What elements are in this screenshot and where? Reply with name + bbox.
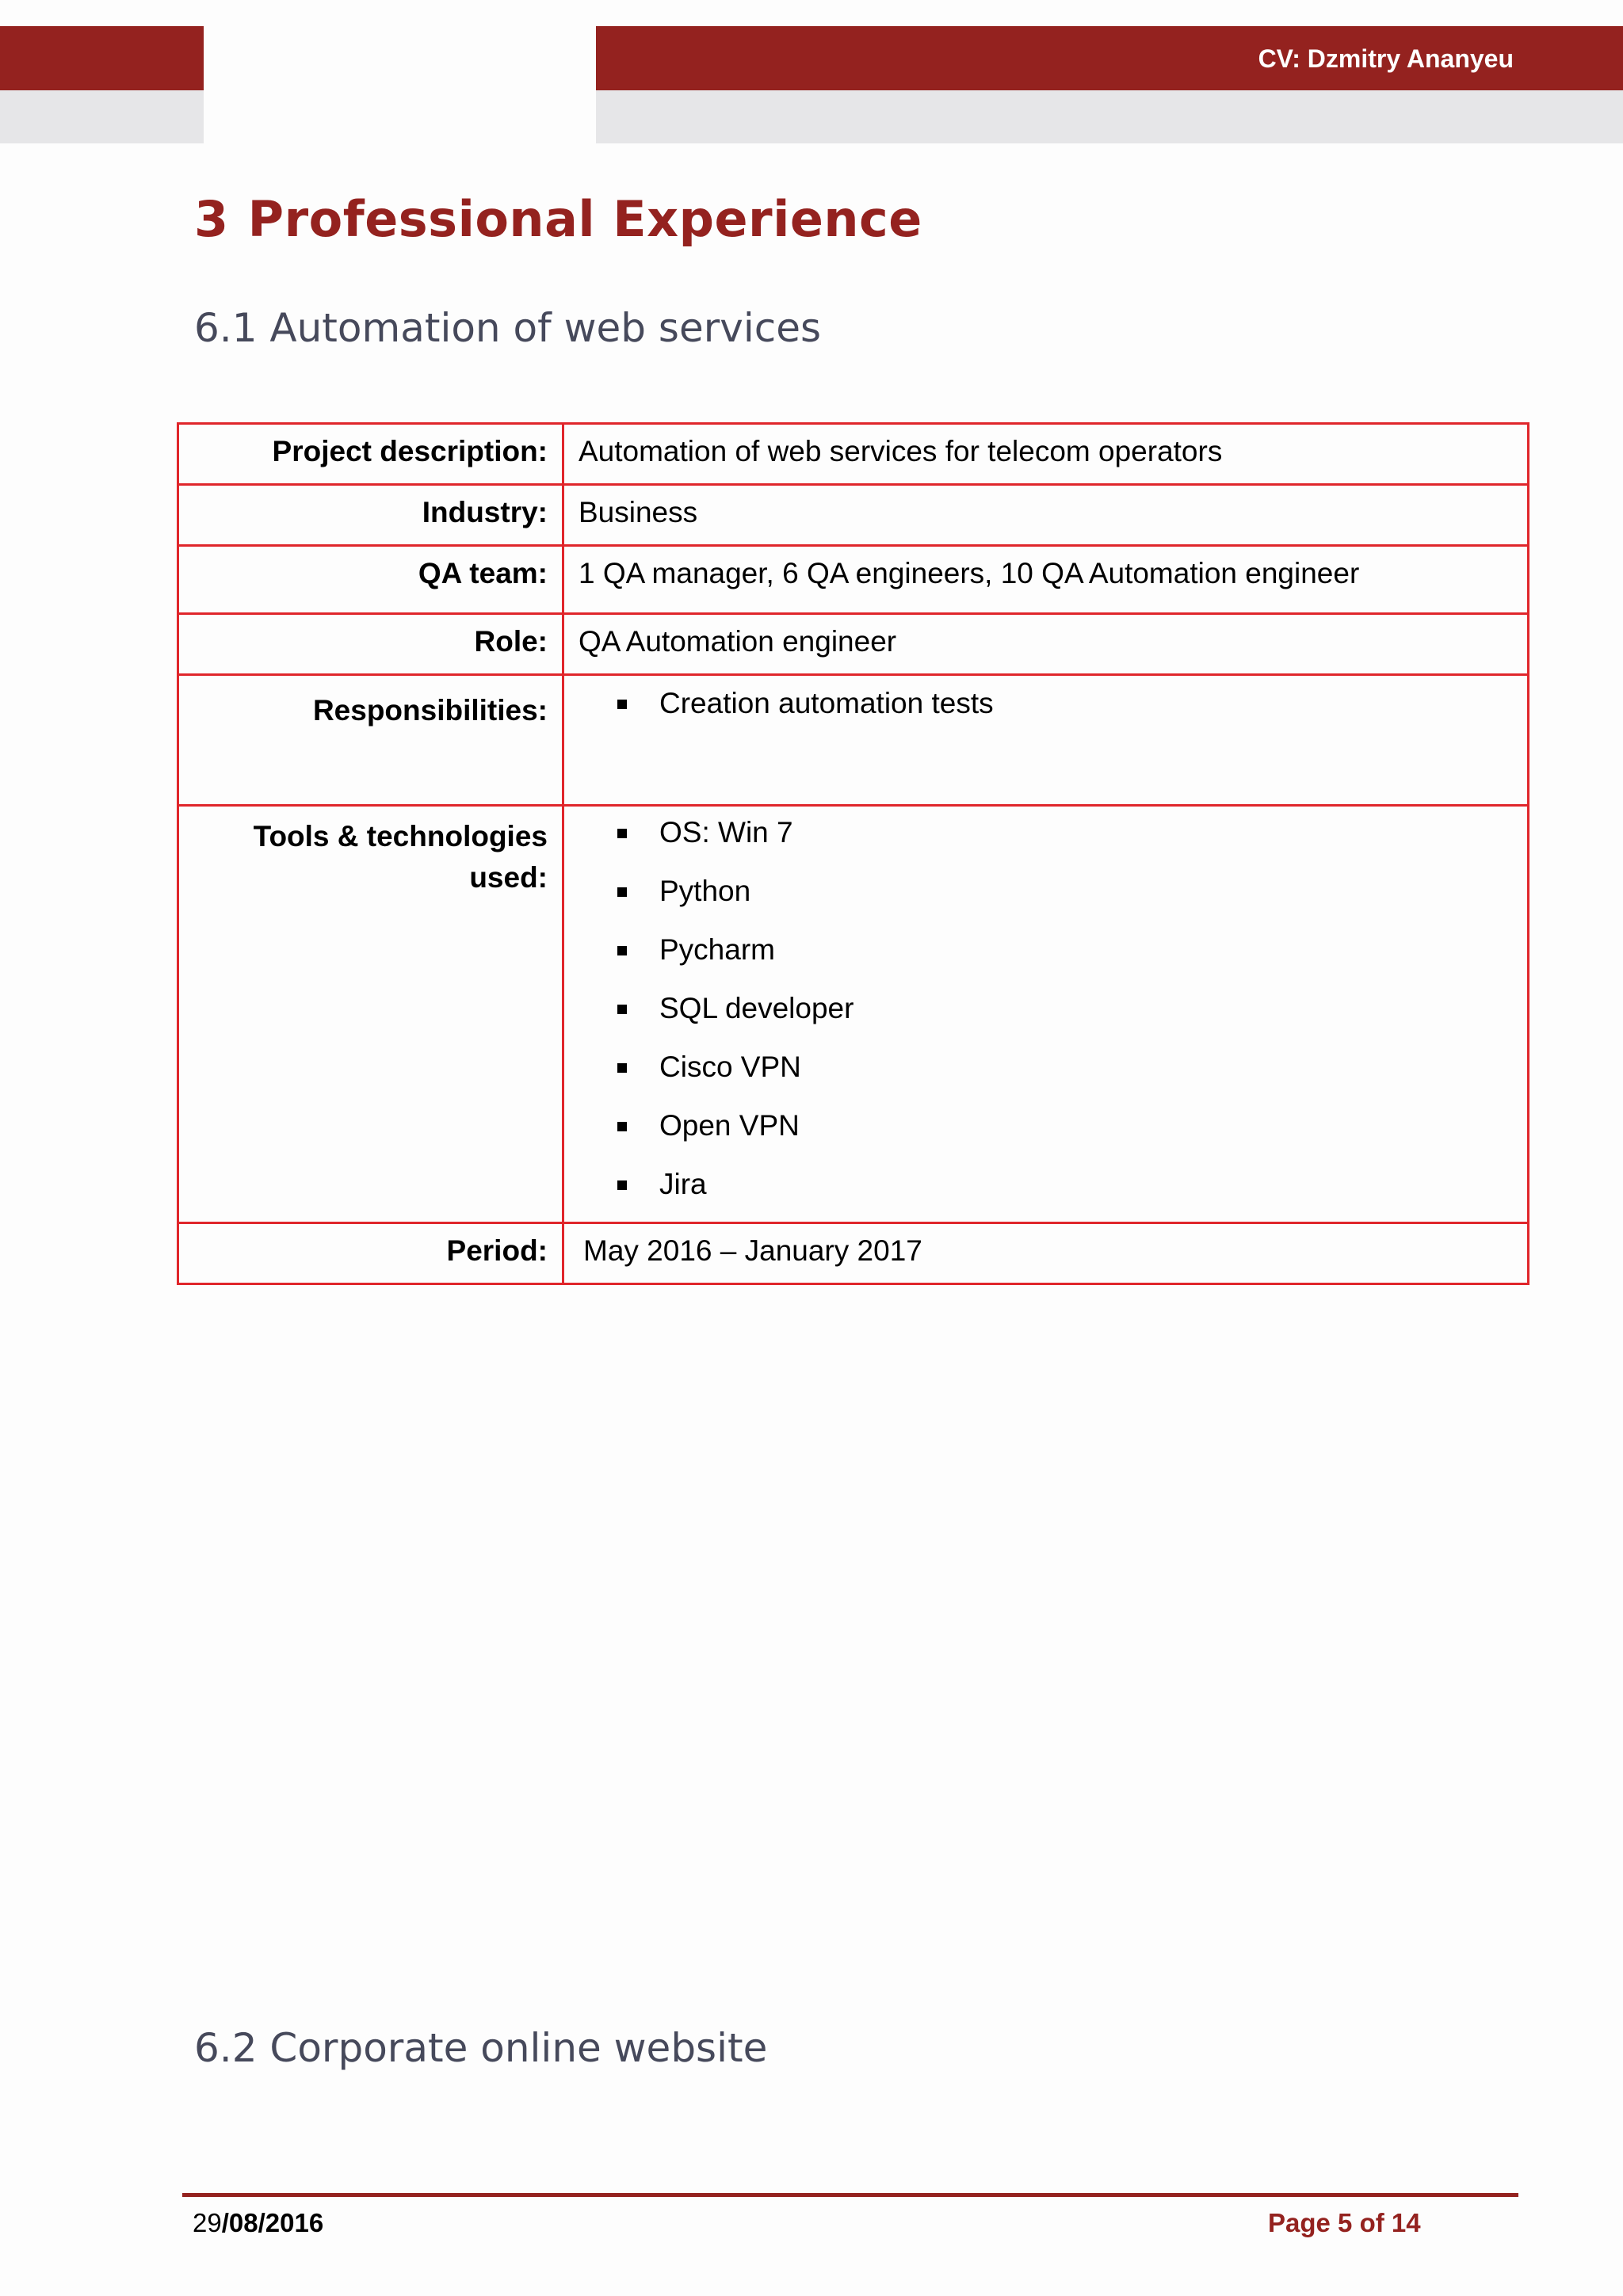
industry-label: Industry: xyxy=(178,485,563,546)
footer-page-number: Page 5 of 14 xyxy=(1268,2208,1421,2237)
table-row xyxy=(178,424,1529,485)
tools-value xyxy=(563,806,1529,1223)
subsection-heading-2: 6.2 Corporate online website xyxy=(194,2025,768,2071)
period-label: Period: xyxy=(178,1223,563,1284)
footer-date xyxy=(193,2208,323,2238)
table-row xyxy=(178,485,1529,546)
table-row xyxy=(178,675,1529,806)
list-item: Cisco VPN xyxy=(659,1038,1514,1097)
industry-value: Business xyxy=(563,485,1529,546)
role-value: QA Automation engineer xyxy=(563,614,1529,675)
table-row xyxy=(178,546,1529,614)
qa-team-value: 1 QA manager, 6 QA engineers, 10 QA Automation engineer xyxy=(563,546,1529,614)
list-item: Jira xyxy=(659,1155,1514,1214)
footer-divider xyxy=(182,2193,1518,2197)
list-item: OS: Win 7 xyxy=(659,803,1514,862)
responsibilities-label: Responsibilities: xyxy=(178,675,563,806)
footer-date-day: 29 xyxy=(193,2208,222,2237)
list-item: Creation automation tests xyxy=(659,674,1514,733)
section-number: 3 xyxy=(194,190,229,248)
section-heading xyxy=(194,190,922,248)
project-table xyxy=(177,422,1529,1285)
project-description-label: Project description: xyxy=(178,424,563,485)
responsibilities-value xyxy=(563,675,1529,806)
tools-list xyxy=(579,803,1514,1214)
qa-team-label: QA team: xyxy=(178,546,563,614)
tools-label-line1: Tools & technologies xyxy=(253,820,548,852)
table-row xyxy=(178,1223,1529,1284)
responsibilities-list xyxy=(579,674,1514,733)
project-description-value: Automation of web services for telecom operators xyxy=(563,424,1529,485)
list-item: SQL developer xyxy=(659,979,1514,1038)
header-band-right-gray xyxy=(596,90,1623,143)
header-band-left xyxy=(0,26,204,90)
header-band-left-gray xyxy=(0,90,204,143)
header-title: CV: Dzmitry Ananyeu xyxy=(1258,44,1514,73)
footer-date-rest: /08/2016 xyxy=(221,2208,324,2237)
tools-label xyxy=(178,806,563,1223)
list-item: Open VPN xyxy=(659,1097,1514,1155)
table-row xyxy=(178,614,1529,675)
section-title: Professional Experience xyxy=(247,190,922,248)
list-item: Pycharm xyxy=(659,921,1514,979)
table-row xyxy=(178,806,1529,1223)
list-item: Python xyxy=(659,862,1514,921)
role-label: Role: xyxy=(178,614,563,675)
period-value: May 2016 – January 2017 xyxy=(563,1223,1529,1284)
tools-label-line2: used: xyxy=(469,861,548,894)
subsection-heading-1: 6.1 Automation of web services xyxy=(194,305,822,351)
